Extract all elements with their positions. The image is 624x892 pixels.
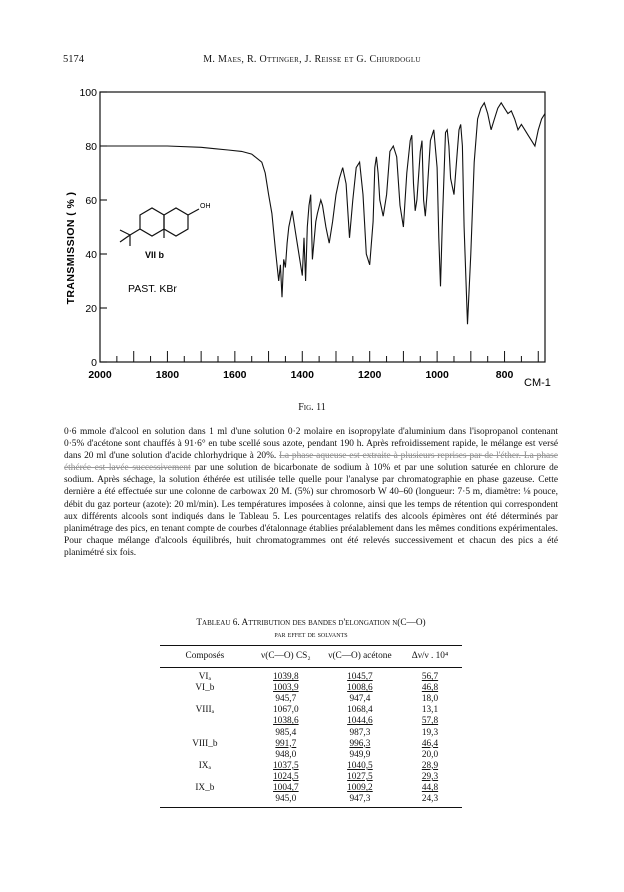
- y-tick-label: 60: [85, 195, 97, 207]
- table-row: [160, 783, 462, 794]
- y-axis-label: TRANSMISSION ( % ): [65, 191, 77, 305]
- header-compounds: Composés: [160, 646, 250, 668]
- header-cs2: ν(C—O) CS₂: [250, 646, 322, 668]
- delta-value-cell: [398, 794, 462, 808]
- compound-cell: [160, 739, 250, 750]
- molecule-structure: [120, 208, 199, 246]
- acetone-value-cell-text: 1027,5: [347, 771, 373, 782]
- table-title-line-1: Tableau 6. Attribution des bandes d'elongation ν(C—O): [196, 618, 426, 628]
- table-row: [160, 694, 462, 705]
- acetone-value-cell-text: 949,9: [349, 749, 371, 760]
- cs2-value-cell-text: 1038,6: [273, 716, 299, 727]
- acetone-value-cell: [322, 794, 398, 808]
- y-tick-label: 100: [79, 87, 97, 99]
- header-delta: Δν/ν . 10⁴: [398, 646, 462, 668]
- table-row: [160, 772, 462, 783]
- delta-value-cell-text: 46,8: [421, 683, 439, 694]
- compound-cell: [160, 694, 250, 705]
- table-row: [160, 739, 462, 750]
- delta-value-cell: [398, 783, 462, 794]
- compound-label: VII b: [145, 250, 165, 260]
- chart-axes: [100, 92, 545, 362]
- data-table: [160, 645, 462, 808]
- x-axis-unit-label: CM-1: [524, 377, 551, 389]
- delta-value-cell: [398, 727, 462, 738]
- cs2-value-cell: [250, 794, 322, 808]
- cs2-value-cell-text: 1024,5: [273, 771, 299, 782]
- table-row: [160, 794, 462, 808]
- delta-value-cell-text: 56,7: [421, 672, 439, 683]
- acetone-value-cell: [322, 716, 398, 727]
- cs2-value-cell-text: 1037,5: [273, 760, 299, 771]
- acetone-value-cell: [322, 705, 398, 716]
- delta-value-cell-text: 20,0: [421, 749, 439, 760]
- cs2-value-cell-text: 1004,7: [273, 782, 299, 793]
- delta-value-cell: [398, 668, 462, 684]
- cs2-value-cell: [250, 772, 322, 783]
- delta-value-cell: [398, 694, 462, 705]
- acetone-value-cell-text: 1045,7: [347, 672, 373, 683]
- running-header: M. Maes, R. Ottinger, J. Reisse et G. Chiurdoglu: [203, 54, 421, 65]
- x-tick-label: 1800: [155, 369, 180, 381]
- acetone-value-cell: [322, 783, 398, 794]
- y-tick-labels: [79, 87, 97, 369]
- acetone-value-cell-text: 1008,6: [347, 683, 373, 694]
- compound-cell: [160, 683, 250, 694]
- delta-value-cell: [398, 761, 462, 772]
- compound-cell-text: VIII_b: [192, 738, 218, 749]
- cs2-value-cell-text: 991,7: [275, 738, 297, 749]
- table-title-line-2: par effet de solvants: [274, 629, 348, 639]
- table-row: [160, 727, 462, 738]
- delta-value-cell-text: 46,4: [421, 738, 439, 749]
- delta-value-cell-text: 18,0: [421, 694, 439, 705]
- compound-cell-text: VI_b: [195, 683, 215, 694]
- x-tick-label: 1200: [358, 369, 382, 381]
- table-title: [64, 618, 558, 640]
- delta-value-cell: [398, 750, 462, 761]
- compound-cell-text: VIIIₐ: [195, 705, 215, 716]
- header-acetone: ν(C—O) acétone: [322, 646, 398, 668]
- body-text: [64, 426, 558, 559]
- acetone-value-cell-text: 1068,4: [347, 705, 373, 716]
- cs2-value-cell-text: 985,4: [275, 727, 297, 738]
- compound-cell: [160, 716, 250, 727]
- compound-cell: [160, 668, 250, 684]
- compound-cell: [160, 727, 250, 738]
- cs2-value-cell: [250, 739, 322, 750]
- table-row: [160, 683, 462, 694]
- cs2-value-cell: [250, 727, 322, 738]
- compound-cell-text: IXₐ: [198, 760, 212, 771]
- cs2-value-cell-text: 948,0: [275, 749, 297, 760]
- molecule-oh-label: OH: [200, 203, 211, 210]
- delta-value-cell-text: 13,1: [421, 705, 439, 716]
- table-body: [160, 668, 462, 808]
- table-row: [160, 705, 462, 716]
- acetone-value-cell: [322, 694, 398, 705]
- x-tick-label: 1000: [425, 369, 449, 381]
- ir-spectrum-chart: [60, 80, 560, 400]
- plot-frame: [100, 92, 545, 362]
- cs2-value-cell-text: 945,0: [275, 794, 297, 805]
- acetone-value-cell-text: 996,3: [349, 738, 371, 749]
- acetone-value-cell-text: 1040,5: [347, 760, 373, 771]
- compound-cell: [160, 783, 250, 794]
- cs2-value-cell-text: 1067,0: [273, 705, 299, 716]
- acetone-value-cell: [322, 750, 398, 761]
- cs2-value-cell: [250, 761, 322, 772]
- acetone-value-cell: [322, 739, 398, 750]
- acetone-value-cell-text: 987,3: [349, 727, 371, 738]
- paragraph-part-1: 0·6 mmole d'alcool en solution dans 1 ml d'une solution 0·2 molaire en isopropylate d'aluminium dans l'isopropanol contenant 0·5% d'acétone sont chauffés à 91·6° en tube scellé sous azote, pendant 190 h. Après refroidissement rapide, le mélange est versé dans 20 ml d'une solution d'acide chlorhydrique à 20%.: [64, 427, 558, 462]
- paragraph-faint-line: La phase aqueuse est extraite à plusieurs reprises par de l'éther. La phase éthérée est lavée successivement: [64, 451, 558, 474]
- y-tick-label: 0: [91, 357, 97, 369]
- delta-value-cell: [398, 716, 462, 727]
- delta-value-cell-text: 57,8: [421, 716, 439, 727]
- x-tick-label: 1400: [290, 369, 314, 381]
- delta-value-cell-text: 28,9: [421, 760, 439, 771]
- delta-value-cell: [398, 705, 462, 716]
- compound-cell-text: VIₐ: [198, 672, 212, 683]
- y-tick-label: 40: [85, 249, 97, 261]
- x-tick-label: 1600: [223, 369, 247, 381]
- acetone-value-cell: [322, 761, 398, 772]
- x-tick-label: 2000: [88, 369, 112, 381]
- compound-cell: [160, 750, 250, 761]
- cs2-value-cell-text: 945,7: [275, 694, 297, 705]
- acetone-value-cell: [322, 772, 398, 783]
- delta-value-cell-text: 24,3: [421, 794, 439, 805]
- cs2-value-cell: [250, 705, 322, 716]
- cs2-value-cell: [250, 716, 322, 727]
- cs2-value-cell: [250, 683, 322, 694]
- figure-caption: Fig. 11: [298, 402, 326, 413]
- page-number: 5174: [63, 54, 84, 65]
- x-tick-label: 800: [495, 369, 514, 381]
- x-tick-labels: [88, 369, 513, 381]
- cs2-value-cell: [250, 694, 322, 705]
- compound-cell: [160, 705, 250, 716]
- cs2-value-cell-text: 1039,8: [273, 672, 299, 683]
- acetone-value-cell-text: 1009,2: [347, 782, 373, 793]
- acetone-value-cell: [322, 683, 398, 694]
- compound-cell: [160, 761, 250, 772]
- acetone-value-cell-text: 947,3: [349, 794, 371, 805]
- paragraph-part-2: par une solution de bicarbonate de sodium à 10% et par une solution saturée en chlorure de sodium. Après séchage, la solution éthérée est utilisée telle quelle pour l'analyse par chromatographie en phase gazeuse. Cette dernière a été effectuée sur une colonne de carbowax 20 M. (5%) sur chromosorb W 40–60 (longueur: 7·5 m, diamètre: ⅛ pouce, débit du gaz porteur (azote): 20 ml/min). Les températures imposées à colonne, ainsi que les temps de rétention qui correspondent aux différents alcools sont indiqués dans le Tableau 5. Les pourcentages relatifs des alcools épimères ont été déterminés par planimétrage des pics, en tenant compte de courbes d'étalonnage établies préalablement dans les mêmes conditions expérimentales. Pour chaque mélange d'alcools équilibrés, huit chromatogrammes ont été relevés successivement et chacun des pics a été planimétré six fois.: [64, 463, 558, 558]
- table-row: [160, 750, 462, 761]
- table-row: [160, 716, 462, 727]
- cs2-value-cell: [250, 783, 322, 794]
- compound-cell-text: IX_b: [195, 782, 215, 793]
- acetone-value-cell: [322, 668, 398, 684]
- delta-value-cell-text: 19,3: [421, 727, 439, 738]
- acetone-value-cell: [322, 727, 398, 738]
- acetone-value-cell-text: 947,4: [349, 694, 371, 705]
- cs2-value-cell: [250, 668, 322, 684]
- delta-value-cell: [398, 683, 462, 694]
- y-tick-label: 20: [85, 303, 97, 315]
- cs2-value-cell-text: 1003,9: [273, 683, 299, 694]
- compound-cell: [160, 772, 250, 783]
- delta-value-cell-text: 29,3: [421, 771, 439, 782]
- cs2-value-cell: [250, 750, 322, 761]
- delta-value-cell: [398, 739, 462, 750]
- delta-value-cell-text: 44,8: [421, 782, 439, 793]
- table-row: [160, 761, 462, 772]
- table-row: [160, 668, 462, 684]
- acetone-value-cell-text: 1044,6: [347, 716, 373, 727]
- compound-cell: [160, 794, 250, 808]
- sample-method-label: PAST. KBr: [128, 283, 177, 295]
- delta-value-cell: [398, 772, 462, 783]
- y-tick-label: 80: [85, 141, 97, 153]
